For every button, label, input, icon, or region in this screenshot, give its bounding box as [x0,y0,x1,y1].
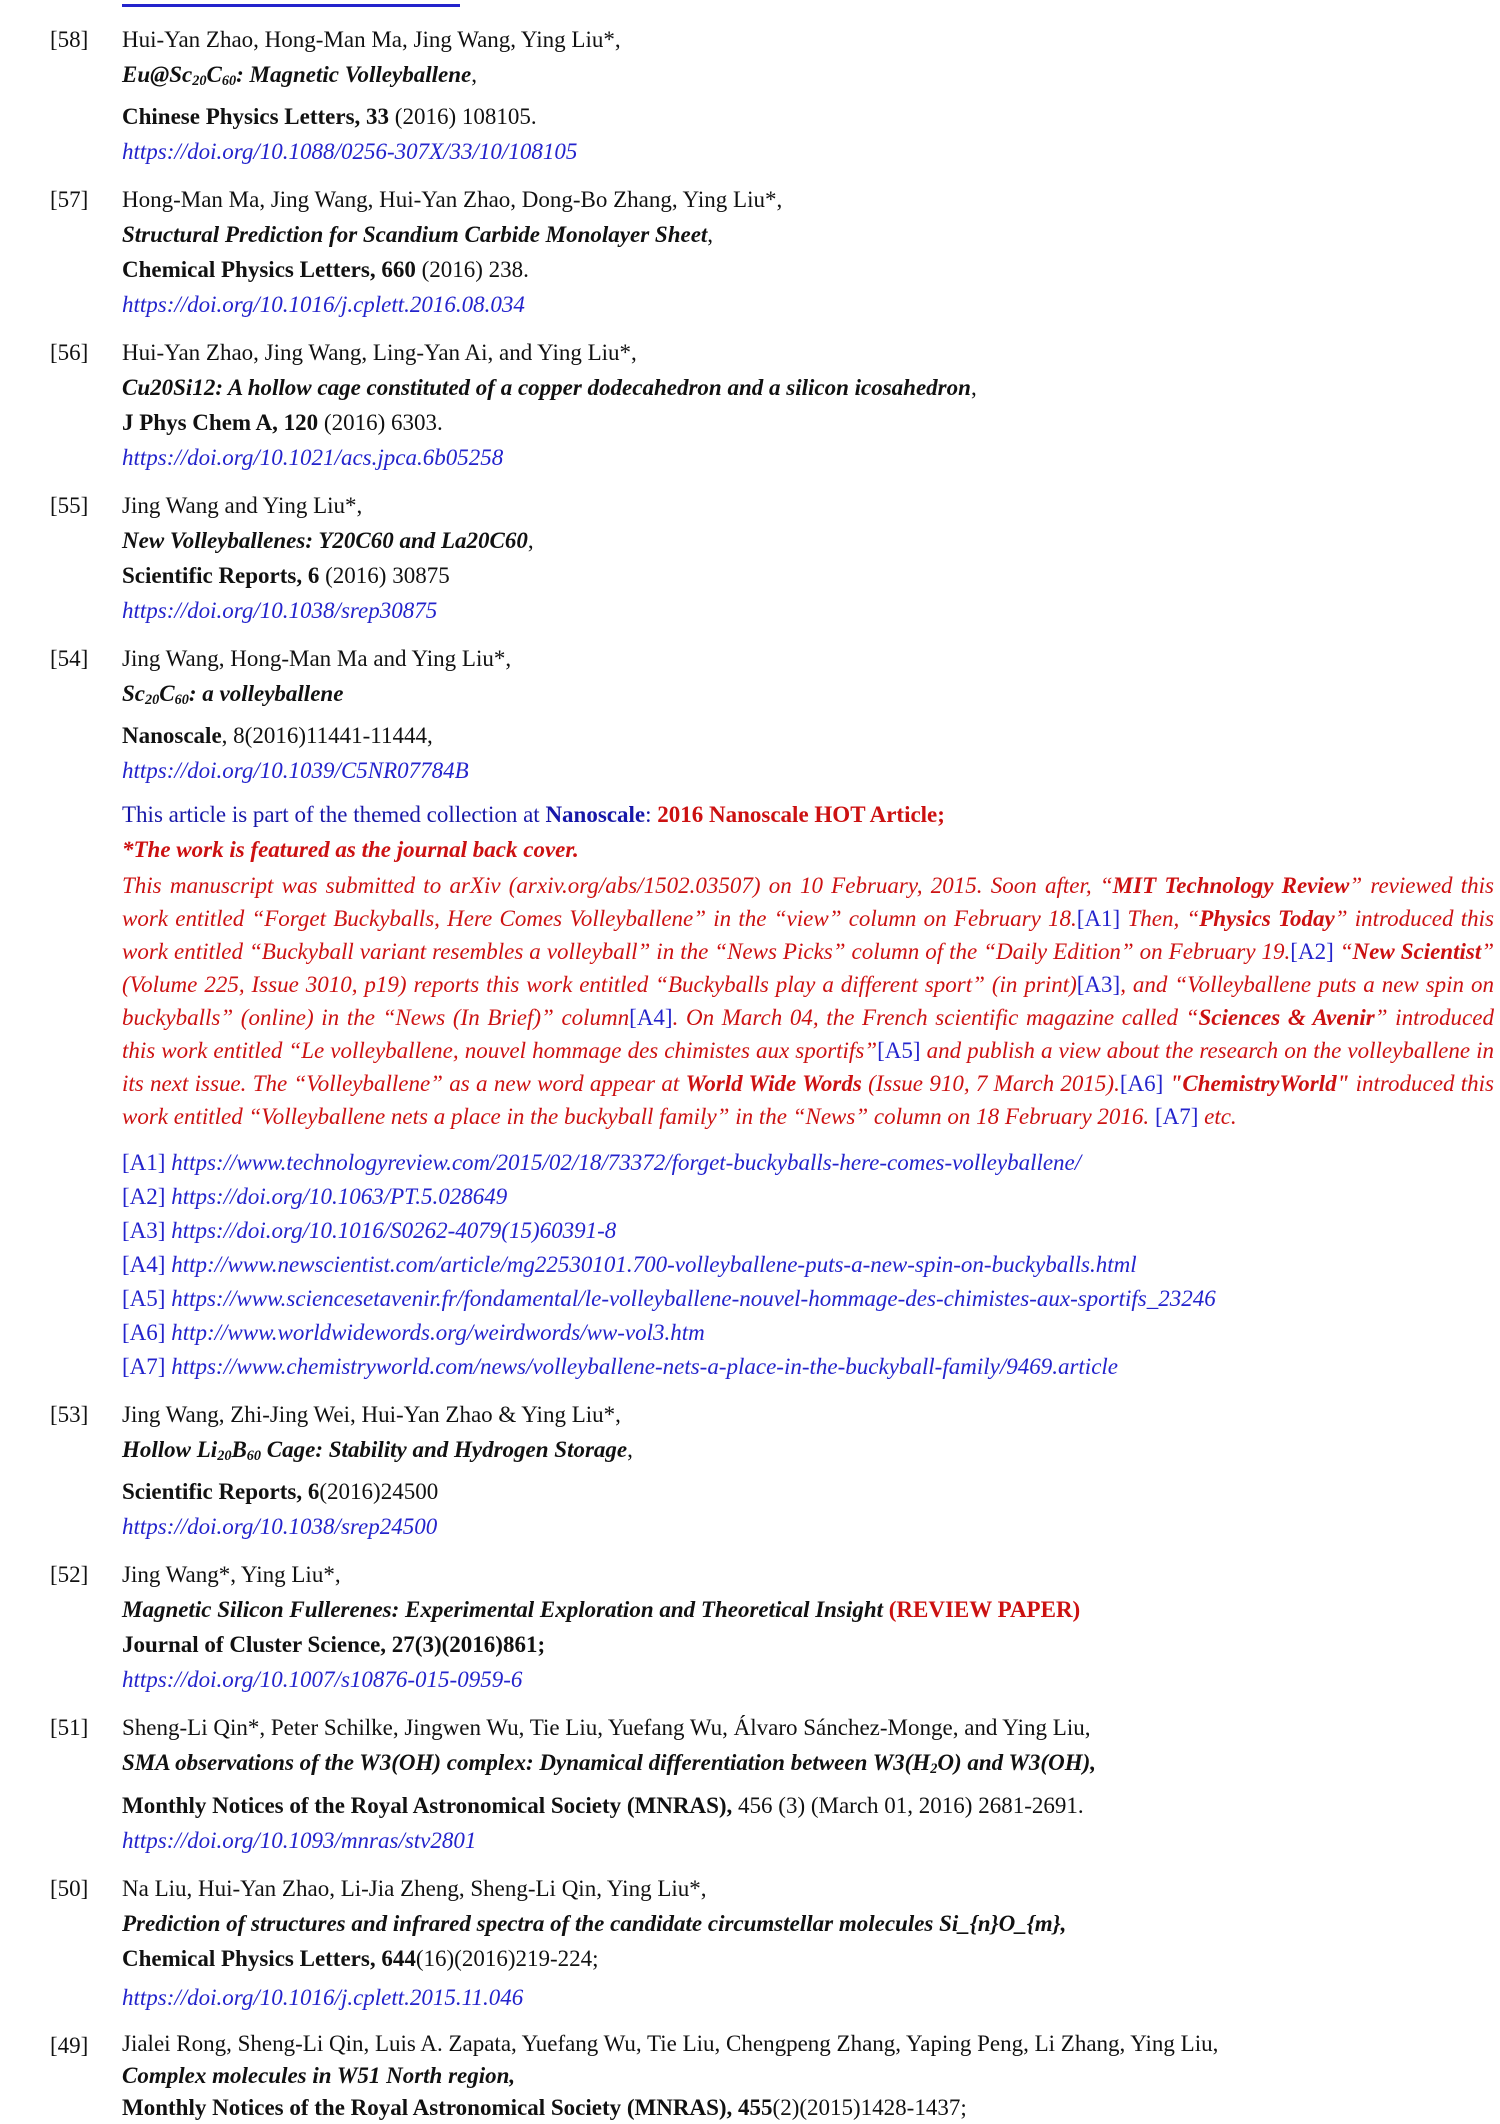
text-segment: This article is part of the themed collection at [122,802,546,828]
reference-entry [0,182,1500,322]
text-segment: (Issue 910, 7 March 2015). [861,1071,1120,1097]
text-segment: Prediction of structures and infrared spectra of the candidate circumstellar molecules Si_{n}O_{m}, [122,1910,1067,1936]
doi-link[interactable]: https://doi.org/10.1039/C5NR07784B [122,758,469,784]
text-segment: 60 [221,73,237,90]
text-segment: (2)(2015)1428-1437; [772,2094,967,2120]
text-segment: , [627,1437,633,1463]
text-segment: Jing Wang, Hong-Man Ma and Ying Liu*, [122,646,512,672]
note-ref-line [122,1146,1500,1180]
text-segment: : Magnetic Volleyballene [236,62,472,87]
text-segment: "ChemistryWorld" [1163,1071,1350,1097]
ref-link[interactable]: [A2] [122,1184,172,1210]
journal-line [122,405,1500,440]
doi-link[interactable]: https://doi.org/10.1093/mnras/stv2801 [122,1827,477,1853]
doi-line [122,134,1500,169]
text-segment: Then, “ [1120,906,1200,932]
text-segment: *The work is featured as the journal back cover. [122,837,579,863]
text-segment: Monthly Notices of the Royal Astronomical Society (MNRAS), 455 [122,2094,773,2120]
text-segment: Scientific Reports, 6 [122,563,320,589]
text-segment: New Volleyballenes: Y20C60 and La20C60 [122,528,528,554]
title-line [122,676,1500,718]
journal-line [122,1941,1500,1976]
doi-link[interactable]: http://www.worldwidewords.org/weirdwords/ww-vol3.htm [171,1320,705,1346]
text-segment: 20 [192,73,207,90]
ref-link[interactable]: [A4] [629,1005,673,1031]
text-segment: , [527,528,534,554]
note-ref-line [122,1214,1500,1248]
doi-link[interactable]: https://doi.org/10.1016/S0262-4079(15)60391-8 [171,1218,617,1244]
doi-line [122,1509,1500,1544]
entry-number: [50] [50,1875,89,1901]
text-segment: (2016) 238. [415,257,529,283]
doi-line [122,593,1500,628]
title-line [122,1745,1500,1787]
text-segment: 20 [145,692,160,709]
text-segment: Hui-Yan Zhao, Jing Wang, Ling-Yan Ai, and Ying Liu*, [122,340,637,366]
text-segment: : [645,802,658,828]
doi-link[interactable]: https://www.sciencesetavenir.fr/fondamental/le-volleyballene-nouvel-hommage-des-chimistes-aux-sportifs_23246 [171,1286,1216,1312]
text-segment: Hong-Man Ma, Jing Wang, Hui-Yan Zhao, Dong-Bo Zhang, Ying Liu*, [122,187,783,213]
entry-number: [52] [50,1562,89,1588]
text-segment: New Scientist [1352,939,1482,965]
text-segment: 2016 Nanoscale HOT Article; [657,802,945,828]
text-segment: (2016) 108105. [389,104,537,130]
text-segment: . On March 04, the French scientific magazine called “ [672,1005,1199,1031]
doi-link[interactable]: https://doi.org/10.1016/j.cplett.2015.11.046 [122,1984,524,2010]
text-segment: Na Liu, Hui-Yan Zhao, Li-Jia Zheng, Sheng-Li Qin, Ying Liu*, [122,1875,707,1901]
title-line [122,370,1500,405]
text-segment: Sc [122,681,145,707]
ref-link[interactable]: [A6] [1119,1071,1164,1097]
text-segment: Cu20Si12: A hollow cage constituted of a copper dodecahedron and a silicon icosahedron [122,375,971,401]
doi-link[interactable]: https://doi.org/10.1021/acs.jpca.6b05258 [122,445,504,471]
entry-number: [55] [50,493,89,519]
text-segment: Hui-Yan Zhao, Hong-Man Ma, Jing Wang, Ying Liu*, [122,27,621,52]
text-segment: Journal of Cluster Science, 27(3)(2016)861; [122,1632,546,1658]
link-underline [122,4,460,7]
reference-entry [0,1871,1500,2015]
text-segment: , [1090,1750,1096,1776]
text-segment: Nanoscale [122,723,222,749]
doi-line [122,1823,1500,1858]
text-segment: : a volleyballene [188,681,344,707]
text-segment: and publish a view about the research on the volleyballene in its next issue. The “Volleyballene” as a new word appear at [122,1038,1494,1097]
note-ref-line [122,1350,1500,1384]
doi-line [122,1980,1500,2015]
clipped-link-fragment[interactable] [0,0,1500,10]
entry-number: [57] [50,187,89,213]
text-segment: ” introduced this work entitled “Buckyball variant resembles a volleyball” in the “News Picks” column of the “Daily Edition” on February 19. [122,906,1494,965]
text-segment: (16)(2016)219-224; [415,1945,599,1971]
text-segment: Jialei Rong, Sheng-Li Qin, Luis A. Zapata, Yuefang Wu, Tie Liu, Chengpeng Zhang, Yaping Peng, Li Zhang, Ying Liu, [122,2030,1219,2056]
doi-link[interactable]: https://doi.org/10.1007/s10876-015-0959-6 [122,1667,523,1693]
text-segment: 20 [217,1448,232,1465]
media-coverage-paragraph [122,869,1494,1133]
authors-line [122,1871,1500,1906]
text-segment: Chemical Physics Letters, 660 [122,257,416,283]
text-segment: Chemical Physics Letters, 644 [122,1945,416,1971]
ref-link[interactable]: [A1] [1076,906,1121,932]
authors-line [122,641,1500,676]
ref-link[interactable]: [A7] [122,1354,172,1380]
entry-number: [51] [50,1715,89,1741]
text-segment: 60 [246,1448,262,1465]
ref-link[interactable]: [A3] [122,1218,172,1244]
reference-entry [0,641,1500,1384]
doi-line [122,753,1500,788]
authors-line [122,335,1500,370]
note-ref-line [122,1180,1500,1214]
text-segment: Jing Wang*, Ying Liu*, [122,1562,341,1588]
text-segment: World Wide Words [685,1071,862,1097]
title-line [122,1592,1500,1627]
text-segment: (2016) 6303. [318,410,443,436]
entry-number: [53] [50,1402,89,1428]
text-segment: , [471,62,477,87]
title-line [122,1906,1500,1941]
title-line [122,1432,1500,1474]
authors-line [122,1397,1500,1432]
ref-link[interactable]: [A1] [122,1150,172,1176]
doi-link[interactable]: https://doi.org/10.1063/PT.5.028649 [171,1184,508,1210]
ref-link[interactable]: [A4] [122,1252,172,1278]
text-segment: ” reviewed this work entitled “Forget Buckyballs, Here Comes Volleyballene” in the “view” column on February 18. [122,873,1495,932]
text-segment: Complex molecules in W51 North region, [122,2062,516,2088]
text-segment: Sheng-Li Qin*, Peter Schilke, Jingwen Wu, Tie Liu, Yuefang Wu, Álvaro Sánchez-Monge, and Ying Liu, [122,1715,1091,1741]
doi-link[interactable]: https://www.chemistryworld.com/news/volleyballene-nets-a-place-in-the-buckyball-family/9469.article [171,1354,1119,1380]
text-segment: Eu@Sc [122,62,193,87]
ref-link[interactable]: [A3] [1076,972,1121,998]
text-segment: Structural Prediction for Scandium Carbide Monolayer Sheet [122,222,708,248]
entry-number: [58] [50,27,89,52]
text-segment: Jing Wang, Zhi-Jing Wei, Hui-Yan Zhao & Ying Liu*, [122,1402,621,1428]
text-segment: 456 (3) (March 01, 2016) 2681-2691. [732,1792,1084,1818]
reference-entry [0,1710,1500,1857]
text-segment: ” (Volume 225, Issue 3010, p19) reports this work entitled “Buckyballs play a different sport” (in print) [122,939,1495,998]
authors-line [122,1557,1500,1592]
reference-entry [0,1557,1500,1697]
authors-line [122,2028,1500,2060]
text-segment: ” introduced this work entitled “Le volleyballene, nouvel hommage des chimistes aux sportifs” [122,1005,1494,1064]
text-segment: SMA observations of the W3(OH) complex: Dynamical differentiation between W3(H [122,1750,931,1776]
journal-line [122,2092,1500,2124]
doi-line [122,1662,1500,1697]
text-segment: This manuscript was submitted to arXiv (arxiv.org/abs/1502.03507) on 10 February, 2015. Soon after, “ [122,873,1113,899]
journal-line [122,718,1500,753]
text-segment: C [206,62,222,87]
journal-line [122,252,1500,287]
themed-collection-line [122,797,1500,832]
doi-link[interactable]: https://doi.org/10.1038/srep24500 [122,1514,438,1540]
back-cover-note [122,832,1500,867]
text-segment: Magnetic Silicon Fullerenes: Experimental Exploration and Theoretical Insight [122,1597,883,1623]
ref-link[interactable]: [A2] [1290,939,1334,965]
ref-link[interactable]: [A5] [122,1286,172,1312]
doi-link[interactable]: https://www.technologyreview.com/2015/02/18/73372/forget-buckyballs-here-comes-volleyballene/ [171,1150,1082,1176]
authors-line [122,22,1500,57]
text-segment: Chinese Physics Letters, 33 [122,104,390,130]
text-segment: , 8(2016)11441-11444, [221,723,433,749]
doi-link[interactable]: https://doi.org/10.1016/j.cplett.2016.08.034 [122,292,525,318]
journal-line [122,558,1500,593]
text-segment: , [970,375,977,401]
title-line [122,2060,1500,2092]
text-segment: C [159,681,175,707]
text-segment: Cage: Stability and Hydrogen Storage [261,1437,628,1463]
text-segment: B [231,1437,247,1463]
authors-line [122,1710,1500,1745]
title-line [122,217,1500,252]
reference-entry [0,1397,1500,1544]
reference-entry [0,2028,1500,2124]
journal-line [122,1474,1500,1509]
journal-line [122,99,1500,134]
text-segment: , and “Volleyballene puts a new spin on buckyballs” (online) in the “News (In Brief)” column [122,972,1495,1031]
entry-number: [56] [50,340,89,366]
text-segment: Scientific Reports, 6 [122,1479,320,1505]
entry-number: [54] [50,646,89,672]
text-segment: 2 [930,1761,938,1778]
ref-link[interactable]: [A5] [877,1038,921,1064]
text-segment: Nanoscale [545,802,646,828]
reference-entry [0,335,1500,475]
text-segment: MIT Technology Review [1112,873,1350,899]
text-segment: (2016) 30875 [319,563,450,589]
title-line [122,523,1500,558]
text-segment: J Phys Chem A, 120 [122,410,319,436]
reference-entry [0,488,1500,628]
text-segment: “ [1333,939,1353,965]
entry-number: [49] [50,2032,89,2058]
text-segment: Monthly Notices of the Royal Astronomical Society (MNRAS), [122,1792,733,1818]
journal-line [122,1627,1500,1662]
doi-link[interactable]: https://doi.org/10.1088/0256-307X/33/10/108105 [122,139,578,165]
text-segment: O) and W3(OH) [937,1750,1091,1776]
authors-line [122,182,1500,217]
text-segment: (2016)24500 [319,1479,439,1505]
authors-line [122,488,1500,523]
doi-link[interactable]: http://www.newscientist.com/article/mg22530101.700-volleyballene-puts-a-new-spin-on-buckyballs.html [171,1252,1137,1278]
ref-link[interactable]: [A6] [122,1320,172,1346]
text-segment: Jing Wang and Ying Liu*, [122,493,363,519]
doi-line [122,440,1500,475]
text-segment: 60 [174,692,189,709]
journal-line [122,1788,1500,1823]
note-ref-line [122,1316,1500,1350]
text-segment: etc. [1198,1104,1237,1130]
text-segment: Hollow Li [122,1437,218,1463]
text-segment: Sciences & Avenir [1198,1005,1375,1031]
ref-link[interactable]: [A7] [1154,1104,1199,1130]
reference-entry [0,22,1500,169]
doi-link[interactable]: https://doi.org/10.1038/srep30875 [122,598,438,624]
text-segment: Physics Today [1199,906,1335,932]
title-line [122,57,1500,99]
reference-list [0,22,1500,2124]
text-segment: , [707,222,714,248]
doi-line [122,287,1500,322]
text-segment: (REVIEW PAPER) [888,1597,1081,1623]
note-ref-line [122,1248,1500,1282]
note-ref-line [122,1282,1500,1316]
text-segment: introduced this work entitled “Volleyballene nets a place in the buckyball family” in the “News” column on 18 February 2016. [122,1071,1494,1130]
